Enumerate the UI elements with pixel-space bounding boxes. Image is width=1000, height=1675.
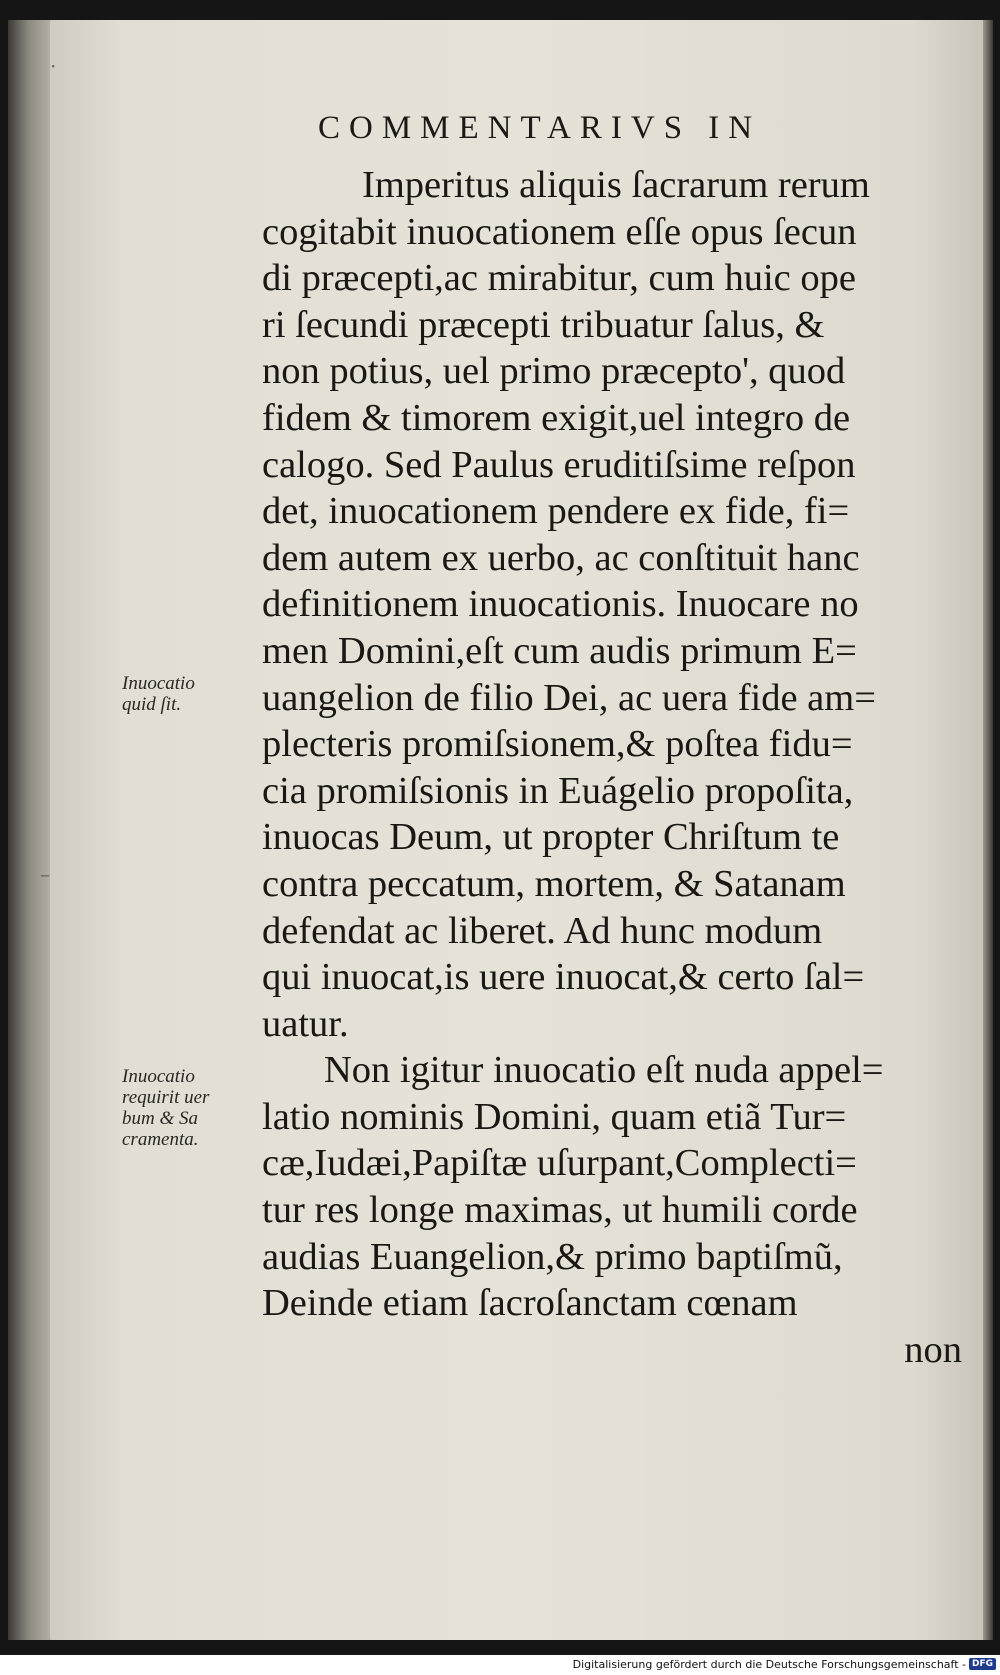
text-line: non potius, uel primo præcepto', quod [262,350,846,393]
marginal-note-line: cramenta. [122,1129,199,1150]
marginal-note-line: Inuocatio [122,1066,195,1087]
footer-credit: Digitalisierung gefördert durch die Deutsche Forschungsgemeinschaft - [572,1658,966,1671]
text-line: calogo. Sed Paulus eruditiſsime reſpon [262,443,856,486]
digitization-footer [0,1655,1000,1675]
text-line: uangelion de filio Dei, ac uera fide am= [262,676,876,719]
text-line: cia promiſsionis in Euágelio propoſita, [262,769,854,812]
text-line: qui inuocat,is uere inuocat,& certo ſal= [262,956,865,999]
text-line: dem autem ex uerbo, ac conſtituit hanc [262,536,860,579]
text-line: tur res longe maximas, ut humili corde [262,1189,858,1232]
book-spine [8,20,57,1640]
marginal-note-line: quid ſit. [122,694,182,715]
page-edge-mark: – [40,862,50,886]
text-line: di præcepti,ac mirabitur, cum huic ope [262,257,856,300]
text-line: Deinde etiam ſacroſanctam cœnam [262,1282,798,1325]
text-line: plecteris promiſsionem,& poſtea fidu= [262,723,853,766]
text-line: cæ,Iudæi,Papiſtæ uſurpant,Complecti= [262,1142,857,1185]
text-line: latio nominis Domini, quam etiã Tur= [262,1095,847,1138]
text-line: contra peccatum, mortem, & Satanam [262,862,846,905]
dfg-logo: DFG [969,1658,996,1670]
marginal-note-line: requirit uer [122,1087,210,1108]
text-line: defendat ac liberet. Ad hunc modum [262,909,823,952]
text-line: definitionem inuocationis. Inuocare no [262,583,859,626]
catchword: non [904,1328,962,1371]
text-line: ri ſecundi præcepti tribuatur ſalus, & [262,303,825,346]
page-speck: · [50,54,57,78]
running-head: COMMENTARIVS IN [318,110,762,146]
marginal-note-inuocatio-quid-sit [122,673,195,715]
text-line: det, inuocationem pendere ex fide, fi= [262,490,850,533]
marginal-note-line: Inuocatio [122,673,195,694]
text-line: inuocas Deum, ut propter Chriſtum te [262,816,840,859]
marginal-note-line: bum & Sa [122,1108,198,1129]
text-line: audias Euangelion,& primo baptiſmũ, [262,1235,843,1278]
marginal-note-inuocatio-requirit [122,1066,209,1150]
text-line: fidem & timorem exigit,uel integro de [262,396,851,439]
text-line: men Domini,eſt cum audis primum E= [262,629,857,672]
text-line: uatur. [262,1002,349,1045]
body-text [262,162,962,1373]
text-line: Non igitur inuocatio eſt nuda appel= [324,1049,884,1092]
text-line: cogitabit inuocationem eſſe opus ſecun [262,210,857,253]
text-line: Imperitus aliquis ſacrarum rerum [362,164,870,206]
